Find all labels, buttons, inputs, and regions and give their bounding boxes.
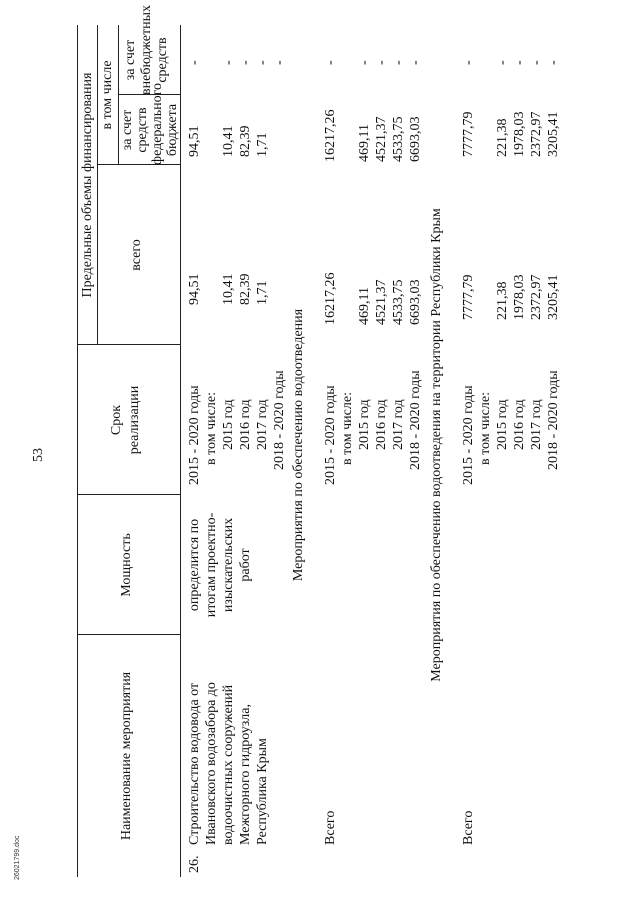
row26-term-4: 2016 год: [238, 399, 253, 450]
header-fed-3: федерального: [150, 82, 165, 165]
row26-fed-4: 82,39: [238, 125, 253, 157]
row26-name-3: водоочистных сооружений: [221, 684, 236, 845]
row26-fed-5: 1,71: [255, 132, 270, 157]
header-incl: в том числе: [100, 60, 115, 130]
row26-name-5: Республика Крым: [255, 738, 270, 845]
header-term-line2: реализации: [127, 385, 142, 455]
header-extra-3: средств: [155, 37, 170, 83]
section2-extra-6: -: [546, 60, 561, 65]
section2-term-6: 2018 - 2020 годы: [546, 370, 561, 470]
section1-label: Всего: [323, 810, 338, 845]
page-number: 53: [31, 448, 46, 462]
section2-fed-4: 1978,03: [512, 111, 527, 157]
section2-fed-5: 2372,97: [529, 111, 544, 157]
section2-total-1: 7777,79: [461, 274, 476, 320]
row26-number: 26.: [187, 855, 202, 873]
header-power: Мощность: [119, 533, 134, 597]
row26-name-4: Межгорного гидроузла,: [238, 704, 253, 845]
row26-power-3: изыскательских: [221, 517, 236, 613]
section2-extra-5: -: [529, 60, 544, 65]
section2-extra-4: -: [512, 60, 527, 65]
row26-term-2: в том числе:: [204, 392, 219, 465]
section2-label: Всего: [461, 810, 476, 845]
section1-total-5: 4533,75: [391, 279, 406, 325]
section1-term-4: 2016 год: [374, 399, 389, 450]
header-extra-1: за счет: [123, 39, 138, 81]
section2-extra-3: -: [495, 60, 510, 65]
header-limits: Предельные объемы финансирования: [80, 72, 95, 298]
row26-total-3: 10,41: [221, 273, 236, 305]
row26-term-6: 2018 - 2020 годы: [272, 370, 287, 470]
section2-term-2: в том числе:: [478, 392, 493, 465]
limits-bottom-border: [97, 25, 98, 345]
section2-fed-3: 221,38: [495, 118, 510, 157]
section2-title: Мероприятия по обеспечению водоотведения на территории Республики Крым: [429, 208, 444, 682]
document-id: 26021799.doc: [14, 835, 21, 880]
row26-term-1: 2015 - 2020 годы: [187, 385, 202, 485]
table-top-border: [77, 25, 78, 877]
header-term-line1: Срок: [109, 404, 124, 436]
header-name: Наименование мероприятия: [119, 671, 134, 841]
section1-term-6: 2018 - 2020 годы: [408, 370, 423, 470]
section1-term-1: 2015 - 2020 годы: [323, 385, 338, 485]
section1-term-5: 2017 год: [391, 399, 406, 450]
row26-extra-4: -: [238, 60, 253, 65]
section2-term-5: 2017 год: [529, 399, 544, 450]
section1-extra-1: -: [323, 60, 338, 65]
header-fed-1: за счет: [120, 109, 135, 151]
row26-power-2: итогам проектно-: [204, 512, 219, 618]
section2-term-3: 2015 год: [495, 399, 510, 450]
section1-title: Мероприятия по обеспечению водоотведения: [291, 308, 306, 582]
row26-term-5: 2017 год: [255, 399, 270, 450]
row26-total-5: 1,71: [255, 280, 270, 305]
row26-power-4: работ: [238, 548, 253, 582]
section1-fed-6: 6693,03: [408, 116, 423, 162]
section2-total-5: 2372,97: [529, 274, 544, 320]
section1-fed-4: 4521,37: [374, 116, 389, 162]
section2-term-1: 2015 - 2020 годы: [461, 385, 476, 485]
section1-term-2: в том числе:: [340, 392, 355, 465]
header-total: всего: [129, 239, 144, 271]
section1-extra-3: -: [357, 60, 372, 65]
row26-term-3: 2015 год: [221, 399, 236, 450]
row26-power-1: определится по: [187, 518, 202, 612]
section1-fed-3: 469,11: [357, 124, 372, 162]
section1-extra-6: -: [408, 60, 423, 65]
section2-total-3: 221,38: [495, 281, 510, 320]
section1-fed-5: 4533,75: [391, 116, 406, 162]
row26-name-1: Строительство водовода от: [187, 682, 202, 845]
section2-total-4: 1978,03: [512, 274, 527, 320]
row26-total-4: 82,39: [238, 273, 253, 305]
header-fed-2: средств: [135, 107, 150, 153]
section2-fed-6: 3205,41: [546, 111, 561, 157]
row26-fed-1: 94,51: [187, 125, 202, 157]
header-fed-4: бюджета: [165, 103, 180, 157]
section2-extra-1: -: [461, 60, 476, 65]
section2-total-6: 3205,41: [546, 274, 561, 320]
row26-extra-1: -: [187, 60, 202, 65]
row26-extra-5: -: [255, 60, 270, 65]
section1-fed-1: 16217,26: [323, 109, 338, 162]
row26-fed-3: 10,41: [221, 125, 236, 157]
row26-extra-6: -: [272, 60, 287, 65]
header-extra-2: внебюджетных: [139, 4, 154, 95]
section1-total-3: 469,11: [357, 287, 372, 325]
row26-name-2: Ивановского водозабора до: [204, 682, 219, 845]
section1-total-1: 16217,26: [323, 272, 338, 325]
section1-total-6: 6693,03: [408, 279, 423, 325]
section1-extra-4: -: [374, 60, 389, 65]
section2-term-4: 2016 год: [512, 399, 527, 450]
section1-total-4: 4521,37: [374, 279, 389, 325]
section2-fed-1: 7777,79: [461, 111, 476, 157]
section1-term-3: 2015 год: [357, 399, 372, 450]
row26-extra-3: -: [221, 60, 236, 65]
row26-total-1: 94,51: [187, 273, 202, 305]
section1-extra-5: -: [391, 60, 406, 65]
